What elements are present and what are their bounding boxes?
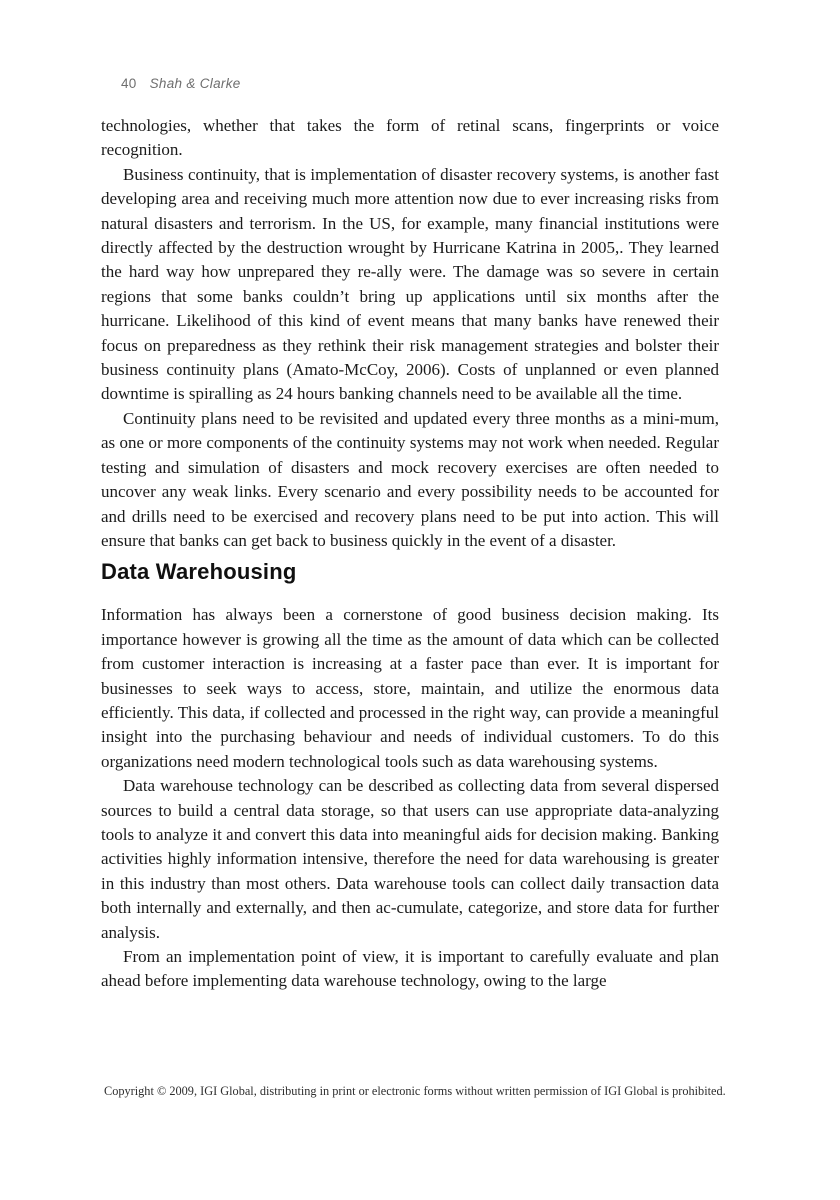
paragraph-continuation: technologies, whether that takes the form of retinal scans, fingerprints or voice recognition.	[101, 116, 719, 160]
paragraph-data-warehouse-technology: Data warehouse technology can be described as collecting data from several dispersed sources to build a central data storage, so that users can use appropriate data-analyzing tools to analyze it and convert this data into meaningful aids for decision making. Banking activities highly information intensive, therefore the need for data warehousing is greater in this industry than most others. Data warehouse tools can collect daily transaction data both internally and externally, and then ac-cumulate, categorize, and store data for further analysis.	[101, 776, 719, 942]
body-text-column	[101, 114, 719, 994]
paragraph-implementation-point: From an implementation point of view, it is important to carefully evaluate and plan ahead before implementing data warehouse technology, owing to the large	[101, 947, 719, 991]
page-number: 40	[121, 76, 137, 91]
running-header	[121, 76, 241, 91]
section-heading-data-warehousing: Data Warehousing	[101, 559, 297, 585]
copyright-footer: Copyright © 2009, IGI Global, distributing in print or electronic forms without written permission of IGI Global is prohibited.	[104, 1084, 726, 1098]
running-title: Shah & Clarke	[149, 76, 241, 91]
paragraph-business-continuity: Business continuity, that is implementation of disaster recovery systems, is another fast developing area and receiving much more attention now due to ever increasing risks from natural disasters and terrorism. In the US, for example, many financial institutions were directly affected by the destruction wrought by Hurricane Katrina in 2005,. They learned the hard way how unprepared they re-ally were. The damage was so severe in certain regions that some banks couldn’t bring up applications until six months after the hurricane. Likelihood of this kind of event means that many banks have renewed their focus on preparedness as they rethink their risk management strategies and bolster their business continuity plans (Amato-McCoy, 2006). Costs of unplanned or even planned downtime is spiralling as 24 hours banking channels need to be available all the time.	[101, 164, 719, 404]
paragraph-continuity-plans: Continuity plans need to be revisited and updated every three months as a mini-mum, as one or more components of the continuity systems may not work when needed. Regular testing and simulation of disasters and mock recovery exercises are often needed to uncover any weak links. Every scenario and every possibility needs to be accounted for and drills need to be exercised and recovery plans need to be put into action. This will ensure that banks can get back to business quickly in the event of a disaster.	[101, 408, 719, 550]
paragraph-information-cornerstone: Information has always been a cornerstone of good business decision making. Its importance however is growing all the time as the amount of data which can be collected from customer interaction is increasing at a faster pace than ever. It is important for businesses to seek ways to access, store, maintain, and utilize the enormous data efficiently. This data, if collected and processed in the right way, can provide a meaningful insight into the purchasing behaviour and needs of individual customers. To do this organizations need modern technological tools such as data warehousing systems.	[101, 605, 719, 771]
